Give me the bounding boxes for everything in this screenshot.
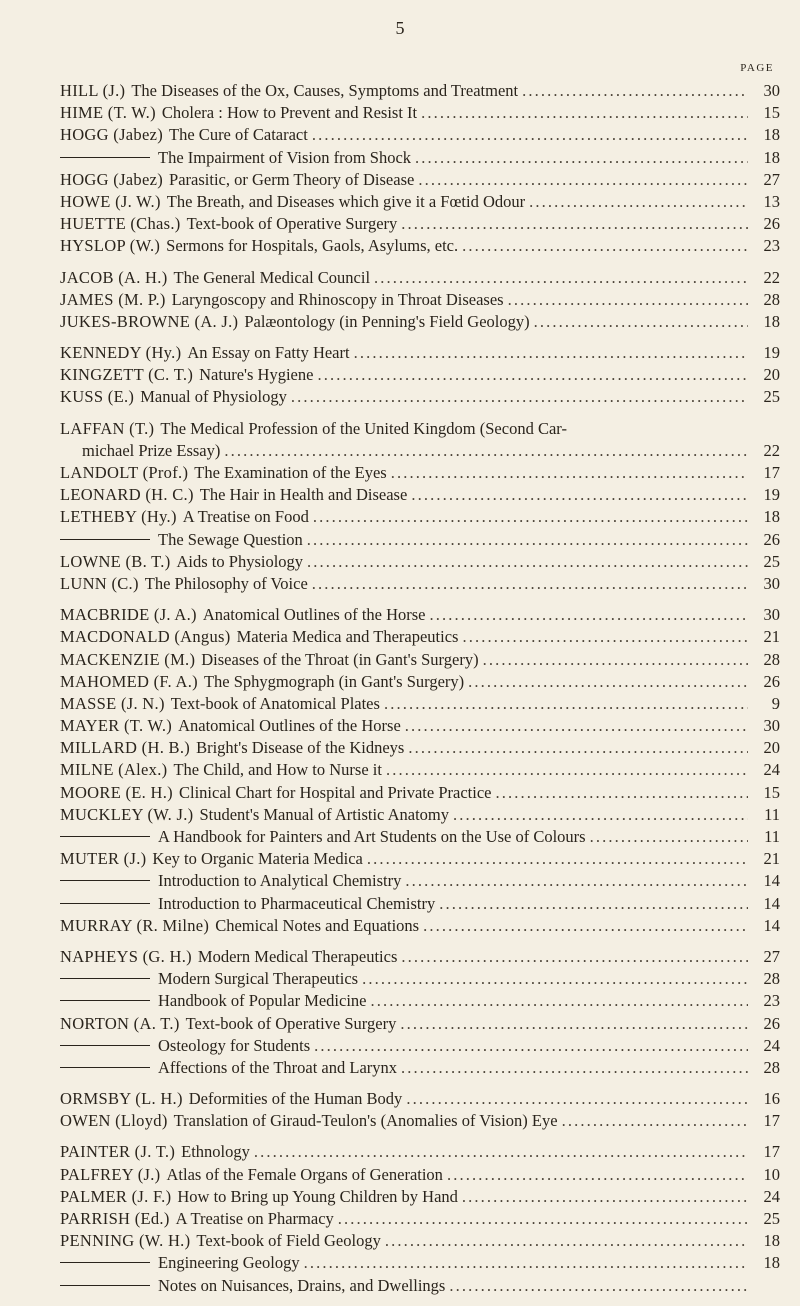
entry-author: MACDONALD (Angus): [60, 627, 231, 647]
entry-title: Clinical Chart for Hospital and Private Practice: [178, 782, 492, 802]
dot-leader: [367, 848, 748, 870]
dot-leader: [313, 506, 748, 528]
entry-page-number: 20: [763, 738, 780, 758]
entry-title: An Essay on Fatty Heart: [187, 343, 350, 363]
entry-title: Materia Medica and Therapeutics: [236, 627, 459, 647]
entry-page-number: 21: [763, 627, 780, 647]
entry-title: Text-book of Anatomical Plates: [170, 693, 380, 713]
entry-author: JUKES-BROWNE (A. J.): [60, 311, 239, 331]
entry-title: Laryngoscopy and Rhinoscopy in Throat Diseases: [171, 289, 504, 309]
entry-title: The Sewage Question: [158, 529, 303, 549]
index-entry: [60, 671, 780, 693]
index-entry: [60, 102, 780, 124]
index-entry: [60, 759, 780, 781]
index-entry: [60, 1230, 780, 1252]
index-group: [60, 1141, 780, 1296]
index-entry: [60, 1252, 780, 1274]
ditto-rule: [60, 880, 150, 881]
dot-leader: [391, 462, 748, 484]
dot-leader: [405, 870, 748, 892]
entry-page-number: 24: [763, 760, 780, 780]
index-group: [60, 604, 780, 937]
entry-page-number: 26: [763, 214, 780, 234]
entry-title: The Diseases of the Ox, Causes, Symptoms and Treatment: [131, 81, 519, 100]
dot-leader: [317, 364, 748, 386]
entry-title: The Hair in Health and Disease: [199, 485, 408, 505]
entry-author: PARRISH (Ed.): [60, 1209, 170, 1228]
entry-author: NORTON (A. T.): [60, 1013, 180, 1033]
index-entry: [60, 1110, 780, 1132]
ditto-rule: [60, 1262, 150, 1263]
dot-leader: [430, 604, 748, 626]
entry-title: Handbook of Popular Medicine: [158, 991, 367, 1011]
entry-author: LEONARD (H. C.): [60, 485, 194, 505]
index-entry: [60, 1164, 780, 1186]
entry-title: Affections of the Throat and Larynx: [158, 1057, 398, 1077]
entry-author: KENNEDY (Hy.): [60, 343, 182, 363]
index-entry: [60, 1275, 780, 1297]
dot-leader: [312, 573, 748, 595]
entry-title: Ethnology: [181, 1142, 250, 1162]
entry-title: Translation of Giraud-Teulon's (Anomalies of Vision) Eye: [173, 1111, 558, 1131]
entry-page-number: 15: [763, 782, 780, 802]
index-entry: [60, 1208, 780, 1230]
index-entry: [60, 267, 780, 289]
page-column-label: PAGE: [740, 62, 774, 74]
entry-page-number: 27: [763, 946, 780, 966]
entry-author: KINGZETT (C. T.): [60, 365, 194, 385]
entry-author: HYSLOP (W.): [60, 236, 161, 256]
index-entry: [60, 506, 780, 528]
index-entry: [60, 386, 780, 408]
entry-page-number: 26: [763, 1013, 780, 1033]
index-entry: [60, 1141, 780, 1163]
entry-page-number: 18: [763, 1253, 780, 1273]
entry-author: MILLARD (H. B.): [60, 738, 191, 758]
index-entry: [60, 1186, 780, 1208]
entry-title: Text-book of Operative Surgery: [186, 214, 398, 234]
entry-author: HOGG (Jabez): [60, 125, 164, 145]
entry-title: Parasitic, or Germ Theory of Disease: [169, 169, 415, 189]
dot-leader: [411, 484, 748, 506]
dot-leader: [254, 1141, 748, 1163]
index-entry: [60, 169, 780, 191]
ditto-rule: [60, 1000, 150, 1001]
index-entry: [60, 915, 780, 937]
ditto-rule: [60, 978, 150, 979]
entry-title: Anatomical Outlines of the Horse: [202, 605, 426, 625]
dot-leader: [534, 311, 748, 333]
entry-page-number: 11: [764, 827, 780, 846]
entry-page-number: 14: [763, 871, 780, 891]
dot-leader: [354, 342, 748, 364]
dot-leader: [449, 1275, 748, 1297]
entry-page-number: 9: [771, 693, 780, 713]
index-entry: [60, 848, 780, 870]
index-entry: [60, 311, 780, 333]
index-entry: [60, 418, 780, 440]
entry-title: The Philosophy of Voice: [144, 573, 308, 593]
index-entry: [60, 529, 780, 551]
index-entry: [60, 826, 780, 848]
entry-author: OWEN (Lloyd): [60, 1111, 168, 1131]
entry-author: HOGG (Jabez): [60, 169, 164, 189]
entry-title: Palæontology (in Penning's Field Geology): [244, 311, 530, 331]
dot-leader: [562, 1110, 748, 1132]
ditto-rule: [60, 157, 150, 158]
dot-leader: [291, 386, 748, 408]
entry-page-number: 24: [763, 1035, 780, 1055]
entry-title: The Sphygmograph (in Gant's Surgery): [203, 671, 465, 691]
index-entry: [60, 737, 780, 759]
dot-leader: [307, 529, 748, 551]
index-entry: [60, 946, 780, 968]
entry-page-number: 18: [763, 507, 780, 527]
entry-author: MILNE (Alex.): [60, 760, 168, 780]
dot-leader: [522, 80, 748, 102]
entry-page-number: 23: [763, 991, 780, 1011]
entry-title: The Cure of Cataract: [169, 125, 308, 145]
index-group: [60, 267, 780, 334]
index-entry: [60, 1057, 780, 1079]
entry-title: Engineering Geology: [158, 1253, 300, 1273]
index-entry: [60, 604, 780, 626]
entry-page-number: 28: [763, 969, 780, 989]
entry-title: Osteology for Students: [158, 1035, 311, 1055]
dot-leader: [385, 1230, 748, 1252]
index-entry: [60, 693, 780, 715]
entry-page-number: 11: [764, 804, 780, 824]
entry-author: MUCKLEY (W. J.): [60, 804, 194, 824]
entry-title: The Child, and How to Nurse it: [173, 760, 382, 780]
entry-page-number: 18: [763, 125, 780, 145]
entry-author: MACKENZIE (M.): [60, 649, 196, 669]
dot-leader: [529, 191, 748, 213]
entry-author: MASSE (J. N.): [60, 693, 165, 713]
entry-author: PALFREY (J.): [60, 1164, 161, 1184]
entry-page-number: 19: [763, 485, 780, 505]
dot-leader: [304, 1252, 748, 1274]
index-entry: [60, 235, 780, 257]
entry-page-number: 28: [763, 649, 780, 669]
index-entry: [60, 1035, 780, 1057]
dot-leader: [508, 289, 748, 311]
entry-title: Diseases of the Throat (in Gant's Surgery): [201, 649, 479, 669]
entry-title: Introduction to Pharmaceutical Chemistry: [158, 893, 436, 913]
entry-page-number: 18: [763, 147, 780, 167]
index-entry: [60, 80, 780, 102]
index-entry: [60, 649, 780, 671]
entry-author: HIME (T. W.): [60, 103, 156, 123]
entry-title: Anatomical Outlines of the Horse: [178, 716, 401, 736]
dot-leader: [312, 124, 748, 146]
entry-title: A Handbook for Painters and Art Students on the Use of Colours: [158, 827, 586, 846]
entry-author: ORMSBY (L. H.): [60, 1089, 183, 1109]
entry-title: Text-book of Operative Surgery: [185, 1013, 397, 1033]
entry-page-number: 27: [763, 169, 780, 189]
entry-page-number: 24: [763, 1186, 780, 1206]
index-entry: [60, 147, 780, 169]
dot-leader: [439, 893, 748, 915]
entry-title: Student's Manual of Artistic Anatomy: [199, 804, 449, 824]
entry-title: Bright's Disease of the Kidneys: [196, 738, 405, 758]
entry-title: How to Bring up Young Children by Hand: [177, 1186, 458, 1206]
entry-page-number: 25: [763, 387, 780, 407]
entry-title: Modern Surgical Therapeutics: [158, 969, 359, 989]
entry-author: HUETTE (Chas.): [60, 214, 181, 234]
entry-page-number: 22: [763, 267, 780, 287]
index-entry: [60, 191, 780, 213]
index-group: [60, 80, 780, 258]
entry-author: LUNN (C.): [60, 573, 139, 593]
entry-page-number: 18: [763, 311, 780, 331]
ditto-rule: [60, 1285, 150, 1286]
dot-leader: [406, 1088, 748, 1110]
entry-author: LANDOLT (Prof.): [60, 463, 189, 482]
index-entry: [60, 573, 780, 595]
entry-author: LAFFAN (T.): [60, 418, 155, 438]
dot-leader: [401, 1057, 748, 1079]
index-entry: [60, 782, 780, 804]
entry-title: Cholera : How to Prevent and Resist It: [161, 103, 418, 123]
dot-leader: [401, 213, 748, 235]
entry-page-number: 22: [763, 440, 780, 460]
entry-author: PALMER (J. F.): [60, 1186, 172, 1206]
entry-title: Manual of Physiology: [140, 387, 287, 407]
entry-page-number: 19: [763, 343, 780, 363]
index-entry: [60, 551, 780, 573]
entry-author: MOORE (E. H.): [60, 782, 173, 802]
entry-page-number: 10: [763, 1164, 780, 1184]
entry-author: MAYER (T. W.): [60, 716, 173, 736]
index-entry: [60, 715, 780, 737]
dot-leader: [462, 626, 748, 648]
dot-leader: [224, 440, 748, 462]
index-entry: [60, 626, 780, 648]
entry-author: HOWE (J. W.): [60, 191, 161, 211]
ditto-rule: [60, 1067, 150, 1068]
index-entry: [60, 289, 780, 311]
entry-page-number: 30: [763, 605, 780, 625]
dot-leader: [415, 147, 748, 169]
index-entry: [60, 484, 780, 506]
dot-leader: [462, 1186, 748, 1208]
entry-page-number: 25: [763, 1209, 780, 1228]
entry-title: The General Medical Council: [173, 267, 371, 287]
page-number: 5: [395, 18, 405, 38]
entry-author: LOWNE (B. T.): [60, 551, 171, 571]
entry-page-number: 14: [763, 915, 780, 935]
entry-page-number: 28: [763, 1057, 780, 1077]
ditto-rule: [60, 539, 150, 540]
entry-page-number: 30: [763, 81, 780, 100]
entry-page-number: 13: [763, 191, 780, 211]
dot-leader: [338, 1208, 748, 1230]
entry-page-number: 16: [763, 1089, 780, 1109]
dot-leader: [453, 804, 748, 826]
dot-leader: [307, 551, 748, 573]
dot-leader: [386, 759, 748, 781]
dot-leader: [423, 915, 748, 937]
entry-page-number: 15: [763, 103, 780, 123]
ditto-rule: [60, 903, 150, 904]
entry-title: A Treatise on Pharmacy: [175, 1209, 334, 1228]
index-entry: [60, 364, 780, 386]
entry-title: Introduction to Analytical Chemistry: [158, 871, 402, 891]
dot-leader: [468, 671, 748, 693]
dot-leader: [400, 1013, 748, 1035]
entry-page-number: 14: [763, 893, 780, 913]
entry-author: KUSS (E.): [60, 387, 135, 407]
entry-page-number: 23: [763, 236, 780, 256]
entry-author: PAINTER (J. T.): [60, 1142, 176, 1162]
entry-title: A Treatise on Food: [182, 507, 309, 527]
index-entry: [60, 462, 780, 484]
ditto-rule: [60, 1045, 150, 1046]
entry-title: Aids to Physiology: [176, 551, 304, 571]
dot-leader: [462, 235, 748, 257]
dot-leader: [418, 169, 748, 191]
entry-title: Text-book of Field Geology: [196, 1231, 381, 1251]
dot-leader: [447, 1164, 748, 1186]
index-list: [60, 80, 780, 1306]
index-entry: [60, 124, 780, 146]
entry-page-number: 20: [763, 365, 780, 385]
index-group: [60, 946, 780, 1079]
entry-title: The Impairment of Vision from Shock: [158, 147, 412, 167]
entry-author: PENNING (W. H.): [60, 1231, 191, 1251]
entry-title: Chemical Notes and Equations: [215, 915, 420, 935]
entry-title: The Breath, and Diseases which give it a Fœtid Odour: [166, 191, 526, 211]
index-entry: [60, 990, 780, 1012]
entry-page-number: 17: [763, 463, 780, 482]
index-entry: [60, 213, 780, 235]
dot-leader: [408, 737, 748, 759]
entry-author: LETHEBY (Hy.): [60, 507, 177, 527]
entry-page-number: 18: [763, 1231, 780, 1251]
index-entry: [60, 1088, 780, 1110]
entry-title: Sermons for Hospitals, Gaols, Asylums, etc.: [166, 236, 459, 256]
entry-title: Nature's Hygiene: [199, 365, 314, 385]
dot-leader: [362, 968, 748, 990]
entry-page-number: 26: [763, 671, 780, 691]
entry-title: Notes on Nuisances, Drains, and Dwellings: [158, 1275, 446, 1295]
entry-page-number: 25: [763, 551, 780, 571]
dot-leader: [590, 826, 748, 848]
entry-author: MUTER (J.): [60, 849, 147, 869]
entry-title: The Examination of the Eyes: [194, 463, 387, 482]
dot-leader: [384, 693, 748, 715]
entry-title: Atlas of the Female Organs of Generation: [166, 1164, 443, 1184]
index-entry: [60, 968, 780, 990]
entry-author: HILL (J.): [60, 81, 126, 100]
entry-page-number: 17: [763, 1142, 780, 1162]
index-entry: [60, 893, 780, 915]
index-group: [60, 1088, 780, 1132]
entry-title: Key to Organic Materia Medica: [152, 849, 363, 869]
dot-leader: [374, 267, 748, 289]
entry-title: The Medical Profession of the United Kingdom (Second Car-: [160, 418, 567, 438]
index-group: [60, 418, 780, 596]
index-entry: [60, 1013, 780, 1035]
dot-leader: [401, 946, 748, 968]
dot-leader: [421, 102, 748, 124]
entry-page-number: 30: [763, 573, 780, 593]
index-entry: [60, 804, 780, 826]
index-entry: [60, 440, 780, 462]
entry-page-number: 21: [763, 849, 780, 869]
index-group: [60, 342, 780, 409]
dot-leader: [314, 1035, 748, 1057]
entry-author: MAHOMED (F. A.): [60, 671, 198, 691]
index-entry: [60, 342, 780, 364]
entry-author: JAMES (M. P.): [60, 289, 166, 309]
dot-leader: [405, 715, 748, 737]
entry-author: JACOB (A. H.): [60, 267, 168, 287]
entry-title: Modern Medical Therapeutics: [197, 946, 398, 966]
entry-page-number: 30: [763, 716, 780, 736]
entry-page-number: 17: [763, 1111, 780, 1131]
entry-page-number: 28: [763, 289, 780, 309]
entry-author: MACBRIDE (J. A.): [60, 605, 197, 625]
entry-page-number: 26: [763, 529, 780, 549]
index-entry: [60, 870, 780, 892]
ditto-rule: [60, 836, 150, 837]
dot-leader: [495, 782, 748, 804]
entry-author: NAPHEYS (G. H.): [60, 946, 192, 966]
entry-title: michael Prize Essay): [82, 440, 221, 460]
dot-leader: [371, 990, 749, 1012]
entry-title: Deformities of the Human Body: [188, 1089, 403, 1109]
entry-author: MURRAY (R. Milne): [60, 915, 210, 935]
dot-leader: [483, 649, 748, 671]
